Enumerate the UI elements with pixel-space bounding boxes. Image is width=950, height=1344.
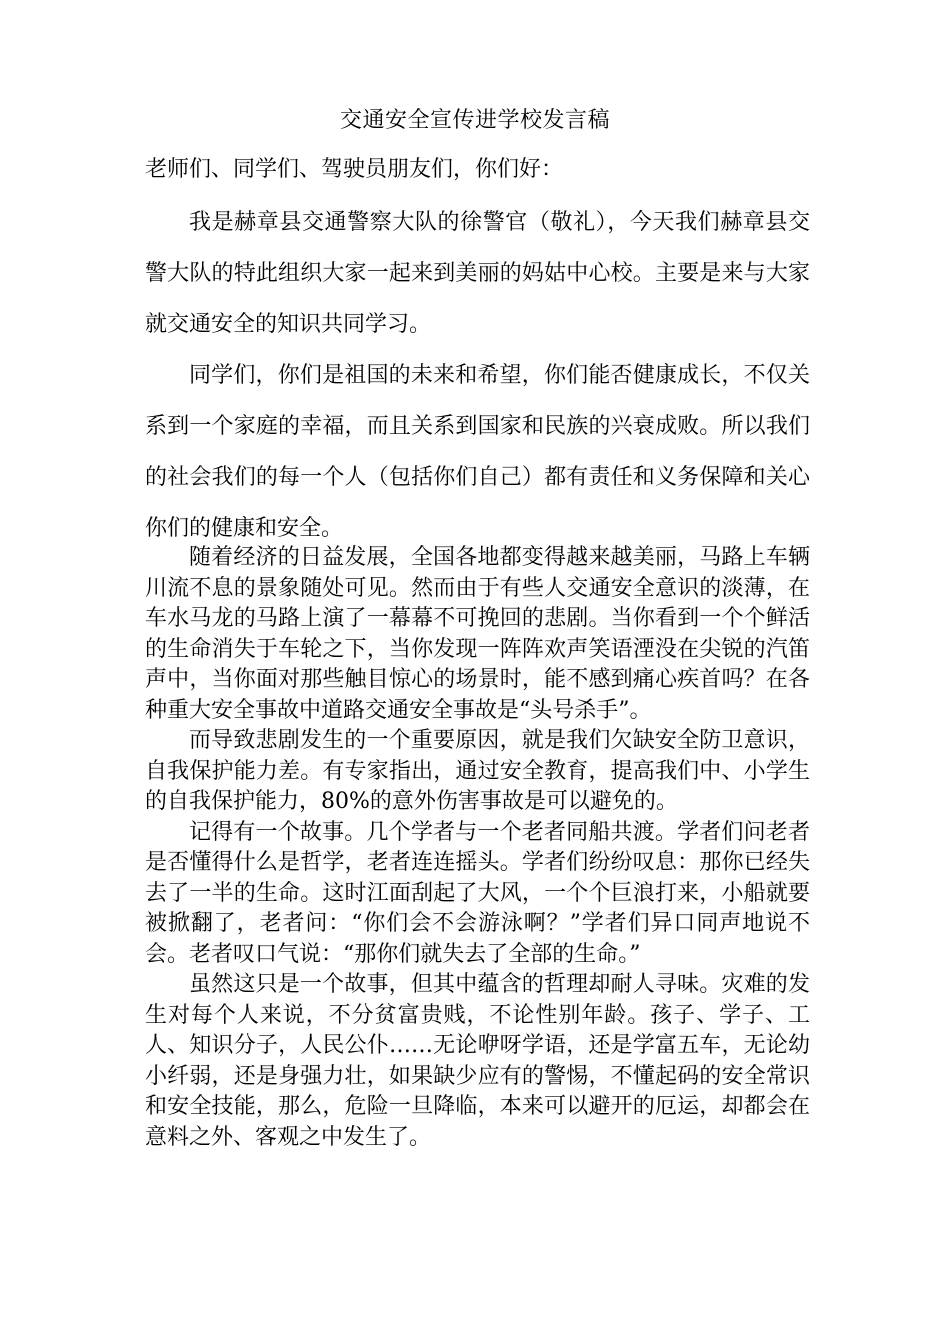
greeting-line: 老师们、同学们、驾驶员朋友们，你们好： [145, 157, 564, 182]
intro-section [145, 197, 810, 554]
paragraph-safety-awareness: 而导致悲剧发生的一个重要原因，就是我们欠缺安全防卫意识，自我保护能力差。有专家指出，通过安全教育，提高我们中、小学生的自我保护能力，80%的意外伤害事故是可以避免的。 [145, 728, 810, 814]
paragraph-traffic-tragedy: 随着经济的日益发展，全国各地都变得越来越美丽，马路上车辆川流不息的景象随处可见。然而由于有些人交通安全意识的淡薄，在车水马龙的马路上演了一幕幕不可挽回的悲剧。当你看到一个个鲜活的生命消失于车轮之下，当你发现一阵阵欢声笑语湮没在尖锐的汽笛声中，当你面对那些触目惊心的场景时，能不感到痛心疾首吗？在各种重大安全事故中道路交通安全事故是“头号杀手”。 [145, 545, 810, 723]
paragraph-story-lesson: 虽然这只是一个故事，但其中蕴含的哲理却耐人寻味。灾难的发生对每个人来说，不分贫富贵贱，不论性别年龄。孩子、学子、工人、知识分子，人民公仆……无论咿呀学语，还是学富五车，无论幼小纤弱，还是身强力壮，如果缺少应有的警惕，不懂起码的安全常识和安全技能，那么，危险一旦降临，本来可以避开的厄运，却都会在意料之外、客观之中发生了。 [145, 972, 810, 1150]
paragraph-introduction: 我是赫章县交通警察大队的徐警官（敬礼），今天我们赫章县交警大队的特此组织大家一起来到美丽的妈姑中心校。主要是来与大家就交通安全的知识共同学习。 [145, 210, 810, 337]
document-title: 交通安全宣传进学校发言稿 [339, 108, 610, 133]
paragraph-future-hope: 同学们，你们是祖国的未来和希望，你们能否健康成长，不仅关系到一个家庭的幸福，而且关系到国家和民族的兴衰成败。所以我们的社会我们的每一个人（包括你们自己）都有责任和义务保障和关心你们的健康和安全。 [145, 363, 810, 541]
paragraph-story: 记得有一个故事。几个学者与一个老者同船共渡。学者们问老者是否懂得什么是哲学，老者连连摇头。学者们纷纷叹息：那你已经失去了一半的生命。这时江面刮起了大风，一个个巨浪打来，小船就要被掀翻了，老者问：“你们会不会游泳啊？”学者们异口同声地说不会。老者叹口气说：“那你们就失去了全部的生命。” [145, 819, 810, 967]
main-section [145, 543, 810, 1153]
